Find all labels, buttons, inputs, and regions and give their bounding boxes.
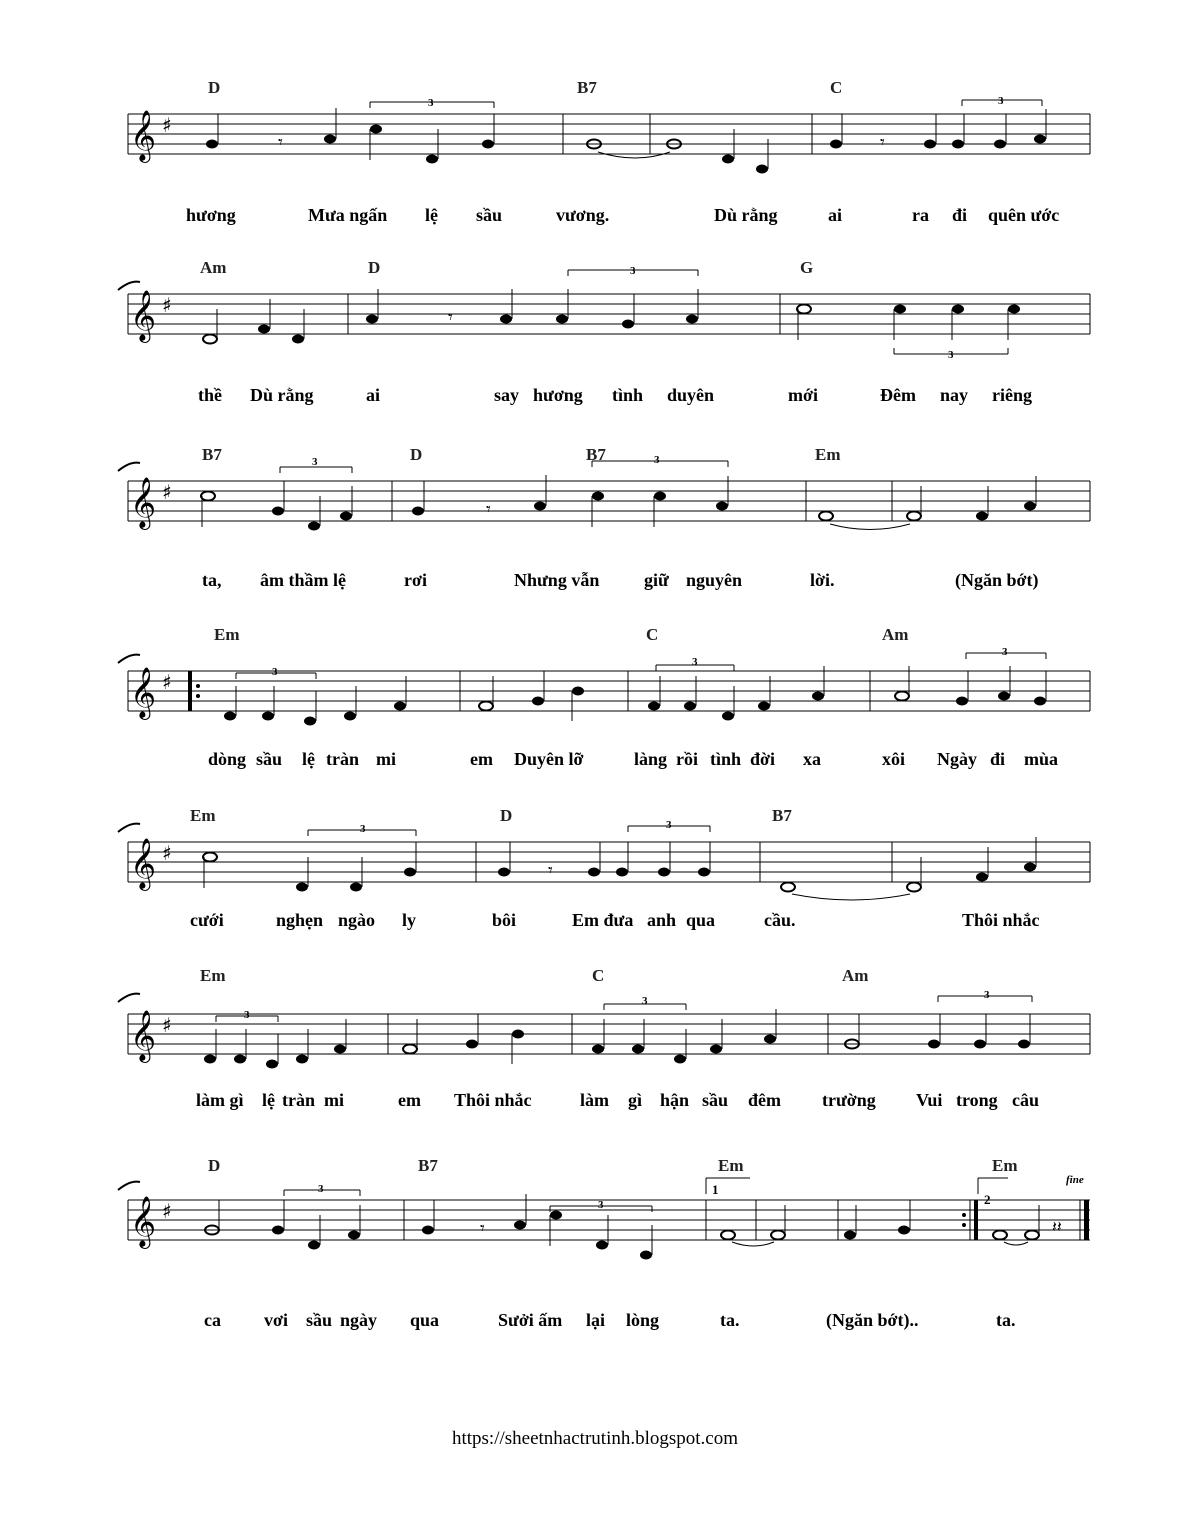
lyric-syllable: qua bbox=[686, 910, 716, 930]
repeat-start-bar bbox=[188, 671, 192, 711]
svg-text:3: 3 bbox=[1002, 646, 1008, 658]
chord-symbol: D bbox=[208, 78, 221, 97]
lyric-syllable: âm thầm lệ bbox=[260, 570, 346, 590]
notes bbox=[224, 666, 1046, 726]
staff-system-7 bbox=[0, 1148, 1190, 1338]
triplet-bracket bbox=[216, 996, 1032, 1022]
lyric-syllable: mi bbox=[376, 749, 396, 769]
svg-text:3: 3 bbox=[666, 819, 672, 831]
lyric-syllable: hương bbox=[533, 385, 583, 405]
lyric-syllable: nghẹn bbox=[276, 910, 324, 930]
lyric-syllable: ly bbox=[402, 910, 417, 930]
lyric-syllable: đi bbox=[990, 749, 1006, 769]
lyric-syllable: giữ bbox=[644, 570, 669, 590]
staff bbox=[0, 437, 1190, 567]
svg-text:3: 3 bbox=[318, 1183, 324, 1195]
svg-text:3: 3 bbox=[948, 349, 954, 361]
chord-symbol: B7 bbox=[418, 1156, 438, 1175]
lyric-syllable: đêm bbox=[748, 1090, 781, 1110]
lyric-syllable: vương. bbox=[556, 205, 610, 225]
notes bbox=[201, 475, 1036, 531]
lyric-syllable: lòng bbox=[626, 1310, 660, 1330]
chord-symbol: B7 bbox=[202, 445, 222, 464]
treble-clef-icon: 𝄞 bbox=[130, 1010, 157, 1061]
lyric-syllable: ta, bbox=[202, 570, 222, 590]
lyric-syllable: ra bbox=[912, 205, 929, 225]
svg-text:3: 3 bbox=[642, 995, 648, 1007]
lyric-syllable: mi bbox=[324, 1090, 344, 1110]
lyric-syllable: hương bbox=[186, 205, 236, 225]
lyric-syllable: say bbox=[494, 385, 520, 405]
lyric-syllable: rơi bbox=[404, 570, 427, 590]
lyric-syllable: nay bbox=[940, 385, 969, 405]
lyric-syllable: tình bbox=[612, 385, 644, 405]
lyric-syllable: nguyên bbox=[686, 570, 743, 590]
lyric-syllable: Thôi nhắc bbox=[454, 1090, 532, 1110]
notes bbox=[205, 1194, 1062, 1260]
svg-text:𝄾: 𝄾 bbox=[448, 307, 453, 327]
lyric-syllable: ai bbox=[828, 205, 843, 225]
sharp-icon: ♯ bbox=[162, 670, 172, 694]
treble-clef-icon: 𝄞 bbox=[130, 1196, 157, 1247]
lyric-syllable: vơi bbox=[264, 1310, 288, 1330]
staff-system-1 bbox=[0, 70, 1190, 260]
svg-text:2: 2 bbox=[984, 1192, 991, 1207]
treble-clef-icon: 𝄞 bbox=[130, 110, 157, 161]
chord-symbol: B7 bbox=[586, 445, 606, 464]
notes bbox=[206, 108, 1046, 174]
staff bbox=[0, 250, 1190, 380]
chord-symbol: C bbox=[592, 966, 605, 985]
fine-mark: fine bbox=[1066, 1174, 1084, 1186]
svg-text:3: 3 bbox=[654, 454, 660, 466]
svg-text:3: 3 bbox=[244, 1009, 250, 1021]
triplet-bracket bbox=[236, 653, 1046, 679]
lyric-syllable: riêng bbox=[992, 385, 1032, 405]
lyric-syllable: xa bbox=[803, 749, 821, 769]
lyric-syllable: Em đưa bbox=[572, 910, 634, 930]
lyric-syllable: tràn bbox=[282, 1090, 315, 1110]
lyric-syllable: Mưa ngấn bbox=[308, 205, 388, 225]
lyric-syllable: ta. bbox=[996, 1310, 1016, 1330]
staff bbox=[0, 958, 1190, 1088]
chord-symbol: Am bbox=[200, 258, 227, 277]
lyric-syllable: hận bbox=[660, 1090, 690, 1110]
lyric-syllable: Sưởi ấm bbox=[498, 1310, 563, 1330]
notes bbox=[203, 289, 1020, 344]
svg-text:𝄾: 𝄾 bbox=[880, 132, 885, 152]
lyric-syllable: xôi bbox=[882, 749, 906, 769]
treble-clef-icon: 𝄞 bbox=[130, 667, 157, 718]
chord-symbol: Am bbox=[842, 966, 869, 985]
lyric-syllable: trong bbox=[956, 1090, 998, 1110]
svg-text:3: 3 bbox=[598, 1199, 604, 1211]
lyric-syllable: làng bbox=[634, 749, 668, 769]
notes bbox=[204, 1009, 1030, 1069]
lyric-syllable: gì bbox=[628, 1090, 643, 1110]
lyric-syllable: bôi bbox=[492, 910, 517, 930]
chord-symbol: Am bbox=[882, 625, 909, 644]
svg-text:𝄾: 𝄾 bbox=[278, 132, 283, 152]
staff bbox=[0, 1148, 1190, 1278]
svg-text:1: 1 bbox=[712, 1182, 719, 1197]
notes bbox=[203, 837, 1036, 900]
lyric-syllable: sầu bbox=[702, 1090, 729, 1110]
svg-text:𝄾: 𝄾 bbox=[548, 860, 553, 880]
lyric-syllable: lệ bbox=[302, 749, 315, 769]
lyric-syllable: làm gì bbox=[196, 1090, 244, 1110]
svg-text:𝄾: 𝄾 bbox=[480, 1218, 485, 1238]
svg-text:3: 3 bbox=[998, 95, 1004, 107]
chord-symbol: Em bbox=[190, 806, 216, 825]
staff-system-2 bbox=[0, 250, 1190, 440]
chord-symbol: B7 bbox=[772, 806, 792, 825]
chord-symbol: D bbox=[208, 1156, 221, 1175]
lyric-syllable: làm bbox=[580, 1090, 609, 1110]
chord-symbol: D bbox=[500, 806, 513, 825]
lyric-syllable: duyên bbox=[667, 385, 715, 405]
lyric-syllable: anh bbox=[647, 910, 677, 930]
lyric-syllable: sầu bbox=[476, 205, 503, 225]
sharp-icon: ♯ bbox=[162, 480, 172, 504]
svg-text:3: 3 bbox=[984, 989, 990, 1001]
lyric-syllable: mùa bbox=[1024, 749, 1059, 769]
lyric-syllable: ta. bbox=[720, 1310, 740, 1330]
lyric-syllable: cưới bbox=[190, 910, 224, 930]
svg-text:3: 3 bbox=[272, 666, 278, 678]
sharp-icon: ♯ bbox=[162, 293, 172, 317]
lyric-syllable: tràn bbox=[326, 749, 359, 769]
chord-symbol: Em bbox=[718, 1156, 744, 1175]
triplet-bracket bbox=[370, 100, 1042, 108]
lyric-syllable: lại bbox=[586, 1310, 606, 1330]
svg-text:3: 3 bbox=[360, 823, 366, 835]
lyric-syllable: lệ bbox=[425, 205, 438, 225]
lyric-syllable: Dù rằng bbox=[714, 205, 778, 225]
lyric-syllable: sầu bbox=[306, 1310, 333, 1330]
svg-text:3: 3 bbox=[630, 265, 636, 277]
final-bar bbox=[1084, 1200, 1089, 1240]
chord-symbol: G bbox=[800, 258, 814, 277]
treble-clef-icon: 𝄞 bbox=[130, 838, 157, 889]
svg-text:3: 3 bbox=[312, 456, 318, 468]
lyric-syllable: ngày bbox=[340, 1310, 378, 1330]
chord-symbol: C bbox=[646, 625, 659, 644]
lyric-syllable: quên ước bbox=[988, 205, 1060, 225]
lyric-syllable: lệ bbox=[262, 1090, 275, 1110]
staff bbox=[0, 70, 1190, 200]
lyric-syllable: Đêm bbox=[880, 385, 916, 405]
chord-symbol: D bbox=[368, 258, 381, 277]
lyric-syllable: ai bbox=[366, 385, 381, 405]
repeat-end-bar bbox=[974, 1200, 978, 1240]
lyric-syllable: Thôi nhắc bbox=[962, 910, 1040, 930]
volta-bracket bbox=[706, 1178, 1008, 1194]
lyric-syllable: lời. bbox=[810, 570, 835, 590]
svg-text:3: 3 bbox=[692, 656, 698, 668]
lyric-syllable: (Ngăn bớt) bbox=[955, 570, 1039, 590]
svg-text:𝄾: 𝄾 bbox=[486, 499, 491, 519]
treble-clef-icon: 𝄞 bbox=[130, 477, 157, 528]
lyric-syllable: ca bbox=[204, 1310, 221, 1330]
chord-symbol: C bbox=[830, 78, 843, 97]
chord-symbol: B7 bbox=[577, 78, 597, 97]
lyric-syllable: Vui bbox=[916, 1090, 943, 1110]
lyric-syllable: Nhưng vẫn bbox=[514, 570, 600, 590]
sharp-icon: ♯ bbox=[162, 113, 172, 137]
lyric-syllable: em bbox=[398, 1090, 421, 1110]
svg-text:3: 3 bbox=[428, 97, 434, 109]
staff bbox=[0, 617, 1190, 747]
lyric-syllable: Ngày bbox=[937, 749, 977, 769]
chord-symbol: Em bbox=[200, 966, 226, 985]
lyric-syllable: sầu bbox=[256, 749, 283, 769]
chord-symbol: Em bbox=[992, 1156, 1018, 1175]
lyric-syllable: qua bbox=[410, 1310, 440, 1330]
treble-clef-icon: 𝄞 bbox=[130, 290, 157, 341]
staff-system-3 bbox=[0, 437, 1190, 627]
lyric-syllable: cầu. bbox=[764, 910, 796, 930]
triplet-bracket bbox=[280, 461, 728, 473]
sharp-icon: ♯ bbox=[162, 1013, 172, 1037]
chord-symbol: Em bbox=[815, 445, 841, 464]
lyric-syllable: đời bbox=[750, 749, 775, 769]
lyric-syllable: thề bbox=[198, 385, 222, 405]
lyric-syllable: mới bbox=[788, 385, 818, 405]
lyric-syllable: đi bbox=[952, 205, 968, 225]
triplet-bracket bbox=[284, 1190, 652, 1212]
lyric-syllable: (Ngăn bớt).. bbox=[826, 1310, 919, 1330]
lyric-syllable: câu bbox=[1012, 1090, 1039, 1110]
staff-system-4 bbox=[0, 617, 1190, 807]
lyric-syllable: ngào bbox=[338, 910, 376, 930]
sharp-icon: ♯ bbox=[162, 841, 172, 865]
lyric-syllable: dòng bbox=[208, 749, 247, 769]
source-url-link[interactable]: https://sheetnhactrutinh.blogspot.com bbox=[451, 1428, 739, 1449]
lyric-syllable: Duyên lỡ bbox=[514, 749, 584, 769]
lyric-syllable: trường bbox=[822, 1090, 876, 1110]
chord-symbol: Em bbox=[214, 625, 240, 644]
triplet-bracket bbox=[308, 826, 710, 836]
lyric-syllable: em bbox=[470, 749, 493, 769]
lyric-syllable: tình bbox=[710, 749, 742, 769]
sharp-icon: ♯ bbox=[162, 1199, 172, 1223]
svg-text:𝄽𝄽: 𝄽𝄽 bbox=[1052, 1219, 1062, 1236]
staff-system-6 bbox=[0, 958, 1190, 1148]
chord-symbol: D bbox=[410, 445, 423, 464]
lyric-syllable: Dù rằng bbox=[250, 385, 314, 405]
lyric-syllable: rồi bbox=[676, 749, 698, 769]
